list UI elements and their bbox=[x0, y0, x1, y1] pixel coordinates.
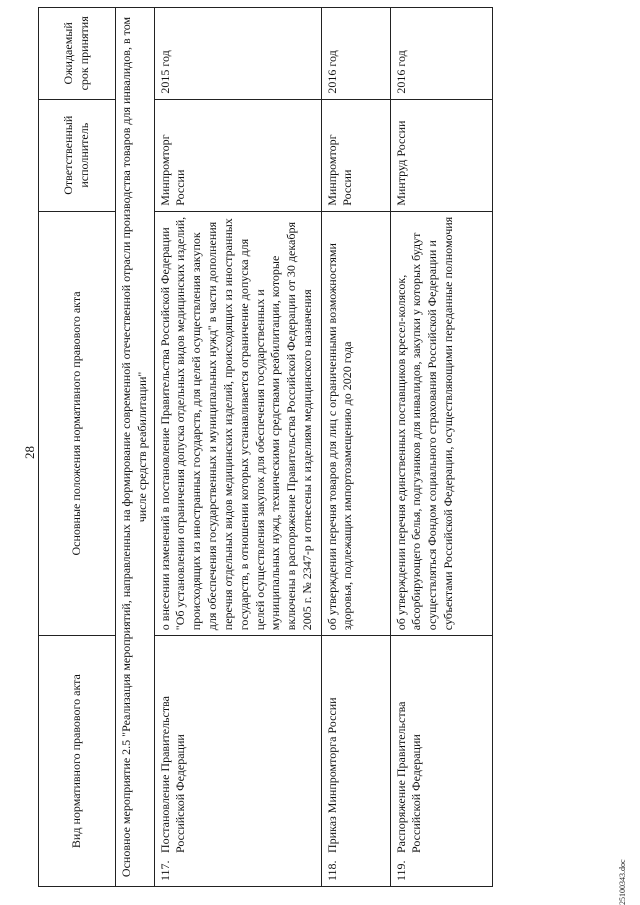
act-type-cell bbox=[390, 636, 492, 887]
table-row bbox=[390, 8, 492, 887]
main-provisions: об утверждении перечня единственных поставщиков кресел-колясок, абсорбирующего белья, подгузников для инвалидов, закупки у которых будут осуществляться Фондом социального страхования Российской Федерации и субъектами Российской Федерации, осуществляющими переданные полномочия bbox=[390, 211, 492, 635]
executor: Минтруд России bbox=[390, 99, 492, 211]
executor: Минпромторг России bbox=[321, 99, 390, 211]
header-term: Ожидаемый срок принятия bbox=[39, 8, 116, 100]
table-row bbox=[321, 8, 390, 887]
act-type: Постановление Правительства Российской Федерации bbox=[157, 696, 188, 853]
term: 2016 год bbox=[390, 8, 492, 100]
table-row bbox=[154, 8, 321, 887]
section-title: Основное мероприятие 2.5 "Реализация мероприятий, направленных на формирование современной отечественной отрасли производства товаров для инвалидов, в том числе средств реабилитации" bbox=[116, 8, 155, 887]
regulatory-acts-table bbox=[38, 7, 493, 887]
term: 2016 год bbox=[321, 8, 390, 100]
page-number: 28 bbox=[22, 446, 37, 459]
header-act-type: Вид нормативного правового акта bbox=[39, 636, 116, 887]
row-number: 119. bbox=[393, 860, 408, 881]
executor: Минпромторг России bbox=[154, 99, 321, 211]
row-number: 118. bbox=[324, 860, 339, 881]
table-header-row bbox=[39, 8, 116, 887]
term: 2015 год bbox=[154, 8, 321, 100]
header-main-provisions: Основные положения нормативного правового акта bbox=[39, 211, 116, 635]
act-type-cell bbox=[154, 636, 321, 887]
document-id: 25100343.doc bbox=[618, 859, 627, 905]
main-provisions: о внесении изменений в постановление Правительства Российской Федерации "Об установлении ограничения допуска отдельных видов медицинских изделий, происходящих из иностранных государств, для целей осуществления закупок для обеспечения государственных и муниципальных нужд" в части дополнения перечня отдельных видов медицинских изделий, происходящих из иностранных государств, в отношении которых устанавливается ограничение допуска для целей осуществления закупок для обеспечения государственных и муниципальных нужд, техническими средствами реабилитации, которые включены в распоряжение Правительства Российской Федерации от 30 декабря 2005 г. № 2347-р и отнесены к изделиям медицинского назначения bbox=[154, 211, 321, 635]
main-provisions: об утверждении перечня товаров для лиц с ограниченными возможностями здоровья, подлежащих импортозамещению до 2020 года bbox=[321, 211, 390, 635]
act-type-cell bbox=[321, 636, 390, 887]
act-type: Распоряжение Правительства Российской Федерации bbox=[393, 701, 424, 853]
act-type: Приказ Минпромторга России bbox=[324, 697, 339, 853]
row-number: 117. bbox=[157, 860, 172, 881]
header-executor: Ответственный исполнитель bbox=[39, 99, 116, 211]
section-row bbox=[116, 8, 155, 887]
